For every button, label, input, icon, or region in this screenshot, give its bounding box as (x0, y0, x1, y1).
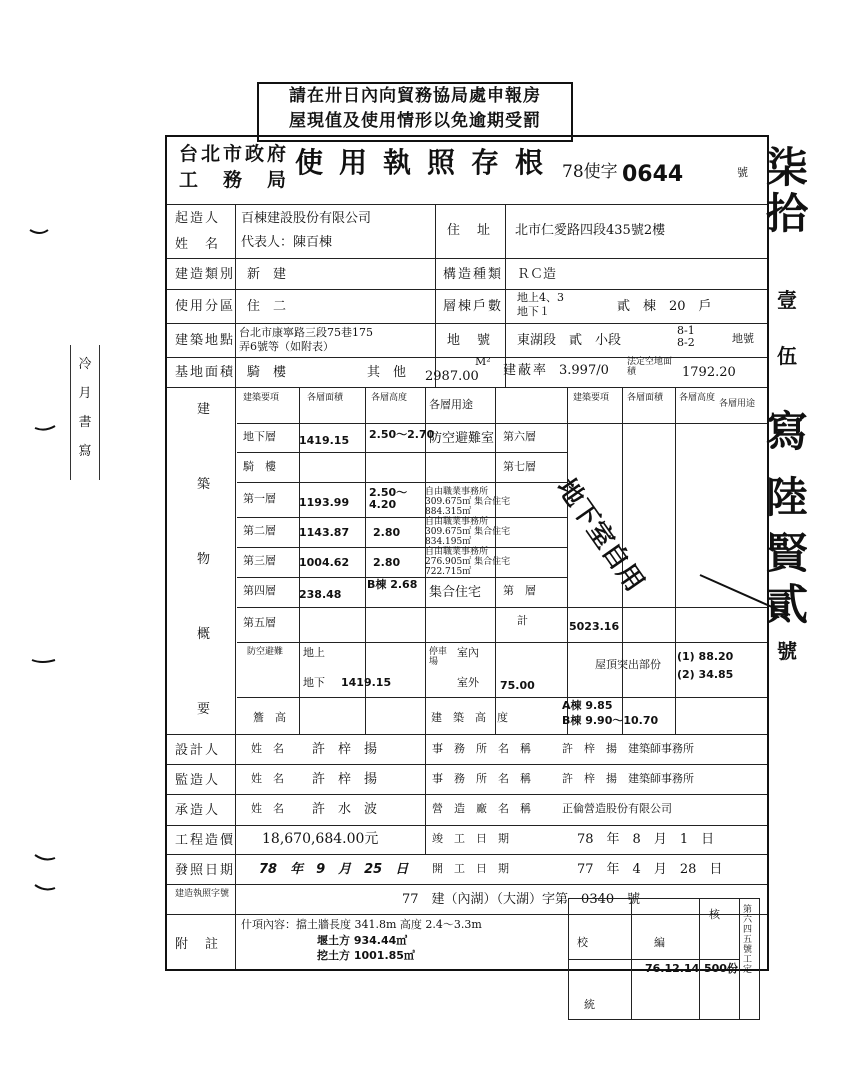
floor-area: 1143.87 (299, 526, 350, 539)
stamp-stats: 統 (584, 998, 595, 1011)
area-unit: M² (475, 355, 491, 368)
permit-number-label: 建造執照字號 (175, 889, 230, 899)
section-char-3: 物 (197, 552, 213, 567)
stamp-side-text: 第六四五號 工定 (743, 905, 753, 975)
floor-height: 2.50～2.70 (369, 428, 435, 441)
margin-char: 冷 (78, 357, 92, 372)
section-char-1: 建 (197, 402, 213, 417)
supervisor-name-label: 姓 名 (251, 772, 284, 785)
section-char-4: 概 (197, 627, 213, 642)
site-address-1: 台北市康寧路三段75巷175 (239, 326, 373, 339)
zone-value: 住 二 (247, 299, 287, 314)
stamp-approve: 核 (709, 908, 720, 921)
supervisor-office-label: 事 務 所 名 稱 (432, 772, 531, 785)
contractor-name: 許 水 波 (312, 802, 378, 817)
area-label: 基地面積 (175, 365, 236, 380)
floors-below: 地下１ (517, 305, 550, 318)
floor-height: 2.80 (373, 526, 401, 539)
building-count: 貳 棟 20 戶 (617, 299, 712, 314)
col-height: 各層高度 (371, 393, 408, 403)
supervisor-role: 監造人 (175, 773, 221, 788)
issue-date: 78 年 9 月 25 日 (259, 862, 409, 877)
margin-mark (35, 855, 55, 859)
designer-name: 許 梓 揚 (312, 742, 378, 757)
floor-use: 防空避難室 (429, 431, 495, 446)
coverage-label: 建蔽率 (503, 363, 549, 378)
floor-label: 第五層 (243, 616, 276, 629)
margin-char: 賢 (765, 529, 808, 578)
start-label: 開 工 日 期 (432, 862, 509, 875)
stamp-check: 校 (577, 936, 588, 949)
floor-height: 2.80 (373, 556, 401, 569)
floor-label-right: 第六層 (503, 430, 536, 443)
floor-label: 第二層 (243, 524, 276, 537)
supervisor-name: 許 梓 揚 (312, 772, 378, 787)
structure-label: 構造種類 (443, 267, 504, 282)
floor-label-right: 第七層 (503, 460, 536, 473)
floor-use: 自由職業事務所309.675㎡ 集合住宅834.195㎡ (425, 517, 511, 547)
notes-line-1: 什項內容：擋土牆長度 341.8m 高度 2.4～3.3m (241, 918, 482, 931)
notes-line-2: 堰土方 934.44㎥ (317, 934, 408, 947)
build-type-label: 建造類別 (175, 267, 236, 282)
margin-mark (30, 230, 48, 233)
designer-office-label: 事 務 所 名 稱 (432, 742, 531, 755)
parking-outdoor-label: 室外 (457, 676, 479, 689)
designer-role: 設計人 (175, 743, 221, 758)
total-label: 計 (517, 614, 528, 627)
structure-value: ＲＣ造 (517, 267, 557, 282)
floor-height: 2.50～4.20 (369, 486, 408, 511)
agency-bureau: 工 務 局 (179, 169, 290, 191)
notice-line-1: 請在卅日內向貿務協局處申報房 (289, 86, 541, 106)
lot-numbers: 8-1 8-2 (677, 324, 695, 349)
floor-use: 集合住宅 (429, 585, 482, 600)
margin-char: 貳 (765, 580, 808, 629)
notice-line-2: 屋現值及使用情形以免逾期受罰 (289, 111, 541, 131)
margin-mark (35, 426, 55, 430)
site-address-2: 弄6號等（如附表） (239, 340, 334, 353)
issue-label: 發照日期 (175, 863, 236, 878)
floor-label: 第一層 (243, 492, 276, 505)
margin-char: 陸 (765, 473, 808, 522)
margin-char: 拾 (765, 189, 808, 238)
contractor-role: 承造人 (175, 803, 221, 818)
shelter-label: 防空避難 (247, 647, 284, 657)
margin-char: 月 (78, 386, 92, 401)
agency-name: 台北市政府 (179, 143, 290, 165)
completion-date: 78 年 8 月 1 日 (577, 832, 715, 847)
page-title: 使用執照存根 (295, 146, 560, 179)
floor-label: 地下層 (243, 430, 276, 443)
owner-representative: 代表人：陳百棟 (241, 235, 333, 250)
address-label: 住 址 (447, 223, 493, 238)
permit-number: 77 建（內湖）（大湖）字第 0340 號 (402, 892, 641, 907)
coverage-value: 3.997/0 (559, 363, 609, 378)
lot-suffix: 地號 (732, 332, 754, 345)
other-label: 其 他 (367, 365, 407, 380)
floors-above: 地上4、3 (517, 291, 564, 304)
lot-section: 東湖段 貳 小段 (517, 333, 622, 348)
legal-open-value: 1792.20 (682, 365, 736, 380)
floor-area: 1193.99 (299, 496, 350, 509)
margin-char: 壹 (777, 288, 797, 312)
start-date: 77 年 4 月 28 日 (577, 862, 723, 877)
stamp-compile: 編 (654, 936, 665, 949)
floor-label: 第四層 (243, 584, 276, 597)
floor-area: 1419.15 (299, 434, 350, 447)
floor-area: 1004.62 (299, 556, 350, 569)
notes-label: 附 註 (175, 937, 221, 952)
build-type-value: 新 建 (247, 267, 287, 282)
designer-name-label: 姓 名 (251, 742, 284, 755)
floor-use: 自由職業事務所276.905㎡ 集合住宅722.715㎡ (425, 547, 511, 577)
owner-address: 北市仁愛路四段435號2樓 (515, 223, 666, 238)
height-a: A棟 9.85 (562, 699, 613, 712)
legal-open-label: 法定空地面積 (627, 357, 673, 377)
cost-label: 工程造價 (175, 833, 236, 848)
roof-label: 屋頂突出部份 (595, 658, 661, 671)
col-floor: 建築要項 (243, 393, 280, 403)
margin-char: 柒 (765, 143, 808, 192)
margin-mark (700, 575, 790, 615)
permit-suffix: 號 (737, 166, 748, 179)
parking-label: 停車場 (429, 647, 448, 667)
col-use: 各層用途 (429, 398, 473, 411)
height-label: 建 築 高 度 (431, 711, 508, 724)
shelter-above-label: 地上 (303, 646, 325, 659)
eave-label: 簷 高 (253, 711, 286, 724)
designer-office: 許 梓 揚 建築師事務所 (562, 742, 694, 755)
site-label: 建築地點 (175, 333, 236, 348)
owner-name-label: 姓 名 (175, 237, 221, 252)
lot-label: 地 號 (447, 333, 493, 348)
floor-use: 自由職業事務所309.675㎡ 集合住宅884.315㎡ (425, 487, 511, 517)
margin-char: 寫 (78, 444, 92, 459)
parking-outdoor-value: 75.00 (500, 679, 535, 692)
owner-company: 百棟建設股份有限公司 (241, 211, 372, 226)
margin-char: 寫 (765, 407, 808, 456)
margin-mark (32, 660, 55, 662)
cost-value: 18,670,684.00元 (262, 831, 379, 847)
floor-label-right: 第 層 (503, 584, 536, 597)
roof-value-2: (2) 34.85 (677, 668, 734, 681)
height-b: B棟 9.90～10.70 (562, 714, 659, 727)
margin-char: 號 (777, 639, 797, 663)
contractor-office-label: 營 造 廠 名 稱 (432, 802, 531, 815)
col-area: 各層面積 (307, 393, 344, 403)
section-char-5: 要 (197, 702, 213, 717)
floor-height: B棟 2.68 (367, 578, 418, 591)
margin-char: 伍 (777, 344, 797, 368)
col-area-right: 各層面積 (627, 393, 664, 403)
total-area: 5023.16 (569, 620, 620, 633)
floors-label: 層棟戶數 (443, 299, 504, 314)
margin-mark (35, 885, 55, 889)
completion-label: 竣 工 日 期 (432, 832, 509, 845)
notes-line-3: 挖土方 1001.85㎥ (317, 949, 415, 962)
arcade-label: 騎 樓 (247, 365, 287, 380)
col-use-right: 各層用途 (719, 399, 756, 409)
zone-label: 使用分區 (175, 299, 236, 314)
margin-char: 書 (78, 415, 92, 430)
stamp-count: 500份 (704, 962, 738, 975)
permit-prefix: 78使字 (562, 162, 618, 182)
contractor-office: 正倫營造股份有限公司 (562, 802, 672, 815)
floor-label: 第三層 (243, 554, 276, 567)
floor-area: 238.48 (299, 588, 342, 601)
stamp-date: 76.12.14 (645, 962, 700, 975)
contractor-name-label: 姓 名 (251, 802, 284, 815)
section-char-2: 築 (197, 477, 213, 492)
col-floor-right: 建築要項 (573, 393, 610, 403)
floor-label: 騎 樓 (243, 460, 276, 473)
col-height-right: 各層高度 (679, 393, 716, 403)
handwritten-annotation: 地下室自用 (550, 473, 650, 598)
supervisor-office: 許 梓 揚 建築師事務所 (562, 772, 694, 785)
owner-label: 起造人 (175, 211, 221, 226)
other-value: 2987.00 (425, 369, 479, 384)
roof-value-1: (1) 88.20 (677, 650, 734, 663)
parking-indoor-label: 室內 (457, 646, 479, 659)
permit-serial: 0644 (622, 162, 684, 187)
shelter-below-label: 地下 (303, 676, 325, 689)
shelter-below-value: 1419.15 (341, 676, 392, 689)
